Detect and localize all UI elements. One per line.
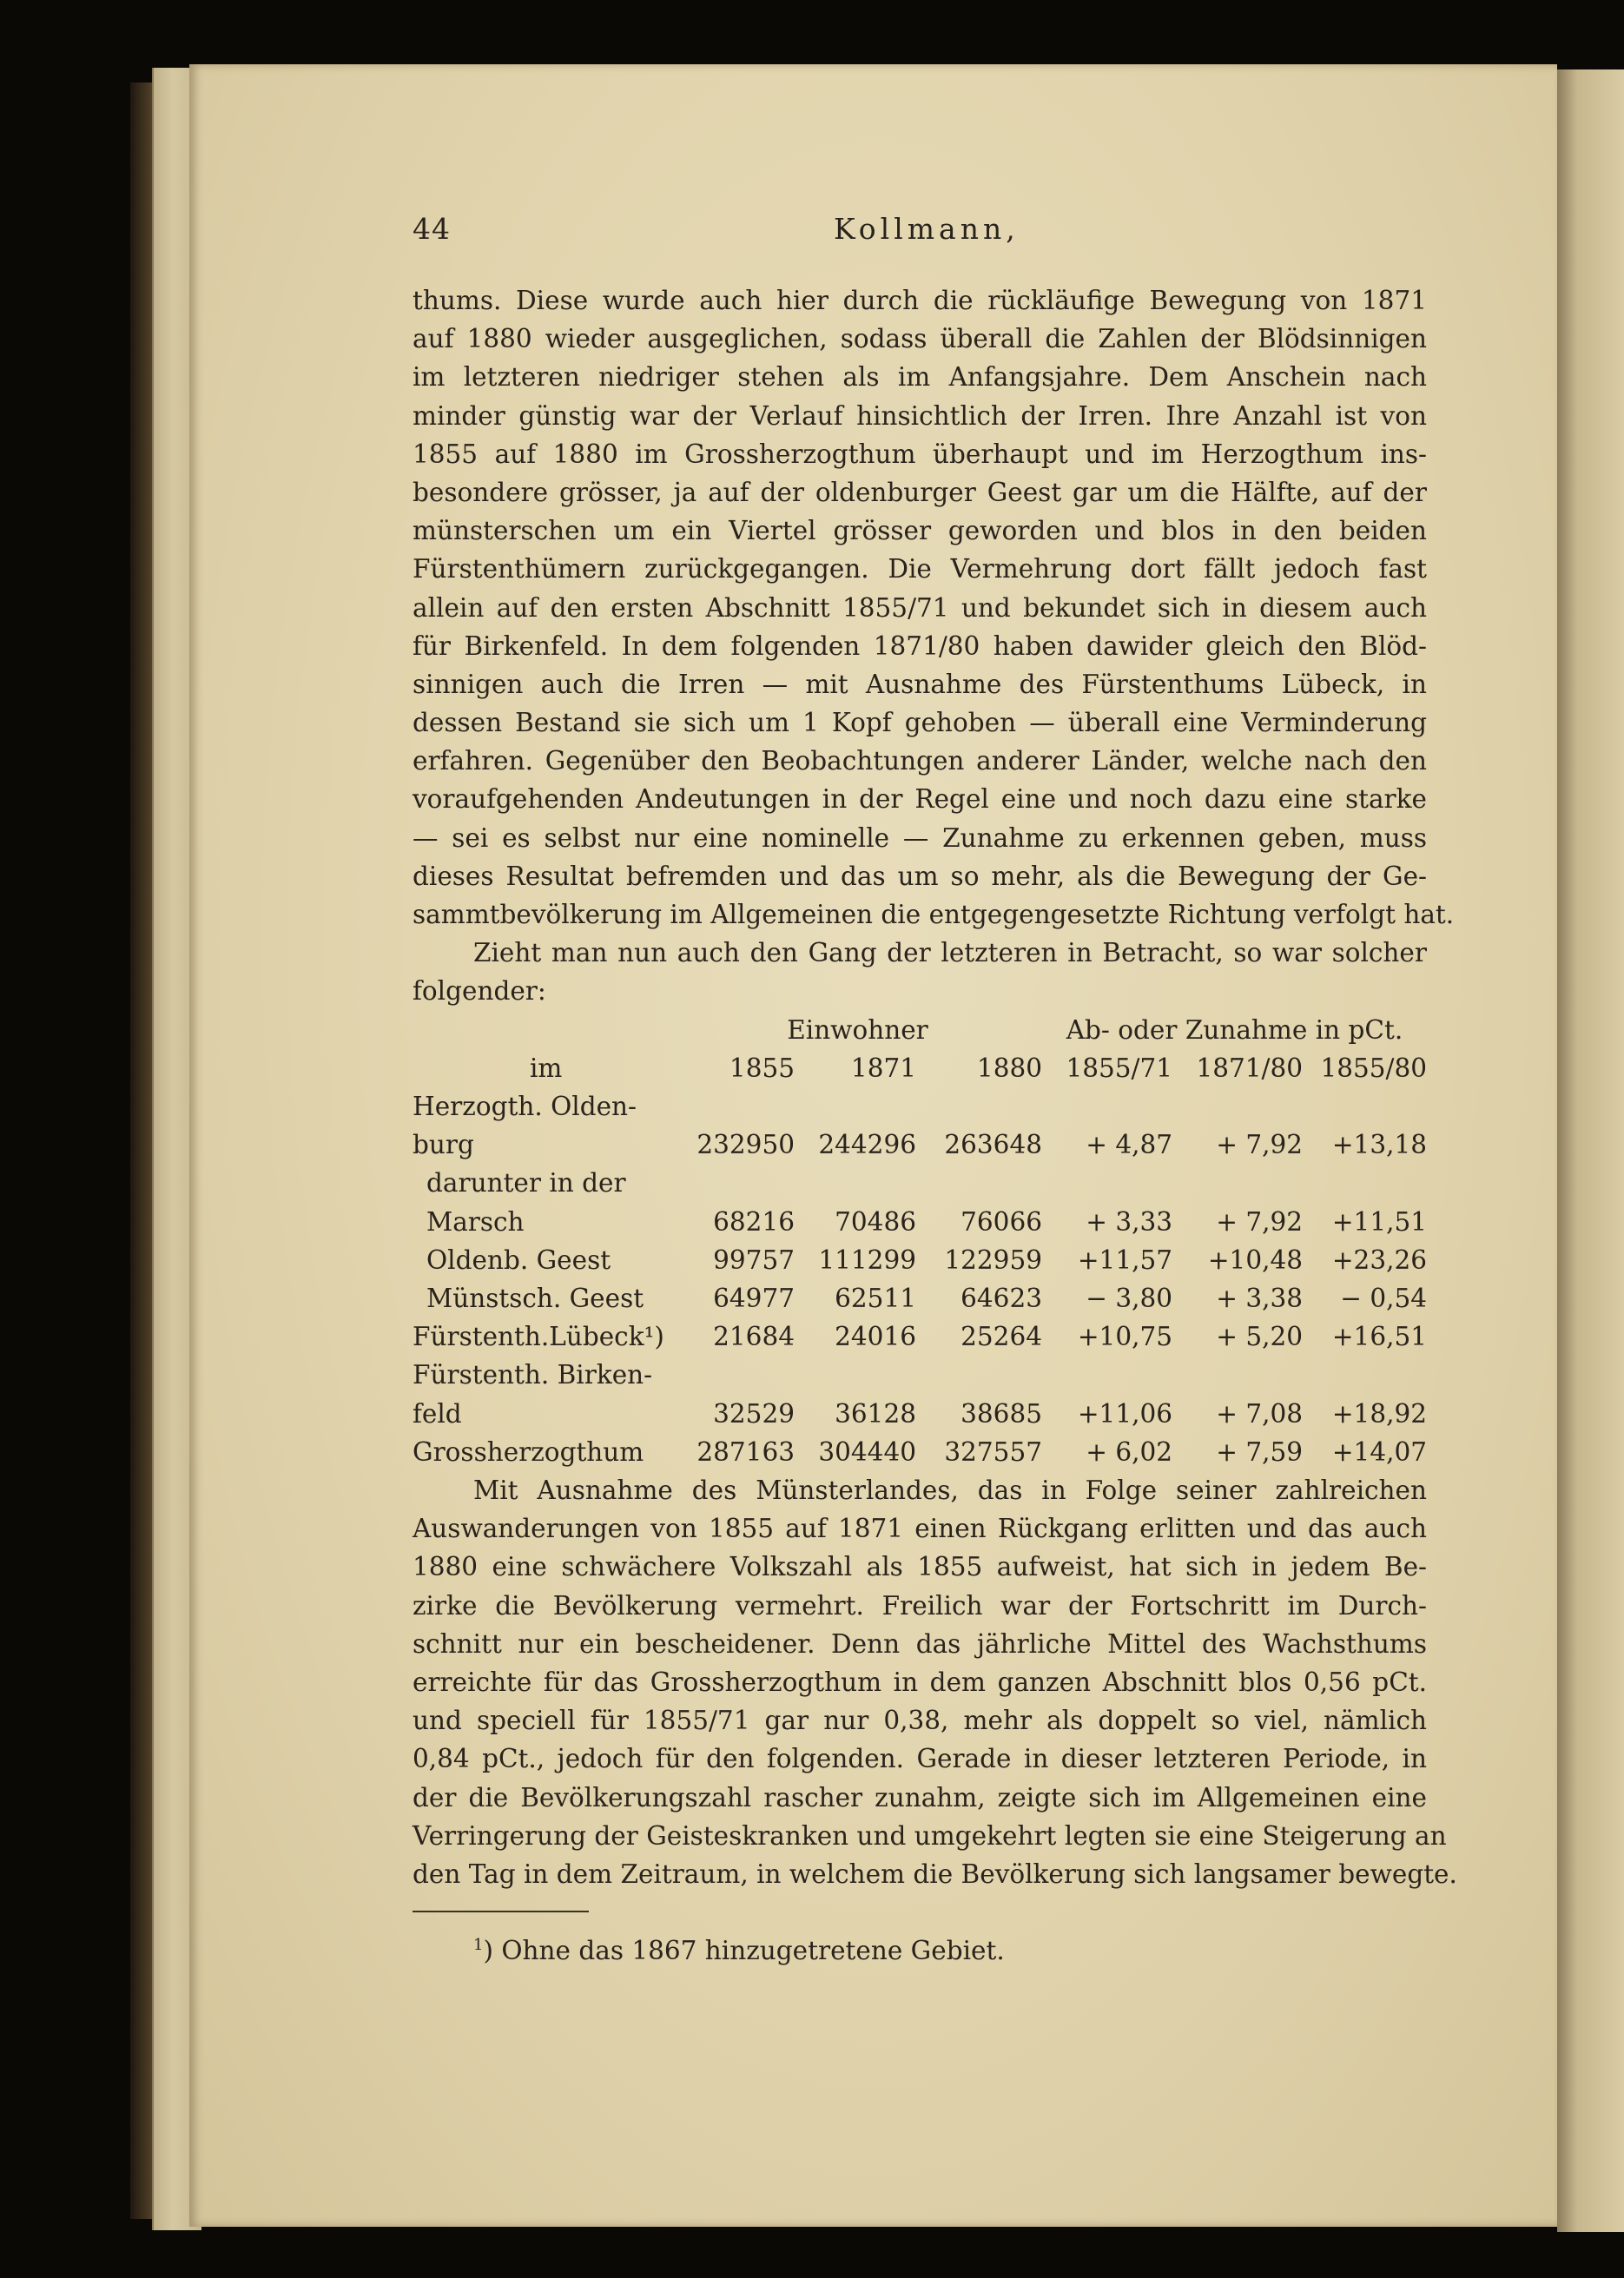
row-label: Münstsch. Geest xyxy=(426,1283,644,1313)
cell-1880: 122959 xyxy=(944,1245,1042,1275)
text-line: im letzteren niedriger stehen als im Anfangsjahre. Dem Anschein nach xyxy=(413,362,1427,393)
cell-1871: 304440 xyxy=(818,1436,916,1467)
cell-1855: 21684 xyxy=(713,1322,795,1352)
cell-1855: 32529 xyxy=(713,1398,795,1429)
text-line: schnitt nur ein bescheidener. Denn das jährliche Mittel des Wachsthums xyxy=(413,1628,1427,1659)
cell-change-1855-80: +16,51 xyxy=(1331,1322,1427,1352)
table-row xyxy=(413,1203,1427,1241)
footnote-rule xyxy=(413,1911,589,1912)
paragraph-3 xyxy=(413,1471,1457,1893)
table-row-total xyxy=(413,1433,1427,1471)
table-row-label-continued xyxy=(413,1164,1427,1202)
table-row-label-continued xyxy=(413,1356,1427,1394)
table-row xyxy=(413,1241,1427,1279)
cell-1871: 70486 xyxy=(835,1206,916,1237)
cell-change-1855-71: − 3,80 xyxy=(1086,1283,1172,1313)
group-header-change: Ab- oder Zunahme in pCt. xyxy=(1066,1014,1403,1045)
text-line: zirke die Bevölkerung vermehrt. Freilich war der Fortschritt im Durch- xyxy=(413,1590,1427,1621)
text-line: und speciell für 1855/71 gar nur 0,38, mehr als doppelt so viel, nämlich xyxy=(413,1706,1427,1736)
running-title: Kollmann, xyxy=(834,212,1020,246)
cell-change-1871-80: +10,48 xyxy=(1207,1245,1303,1275)
cell-1871: 62511 xyxy=(835,1283,916,1313)
cell-1880: 25264 xyxy=(961,1322,1042,1352)
text-line: Auswanderungen von 1855 auf 1871 einen Rückgang erlitten und das auch xyxy=(413,1514,1427,1544)
row-label: Grossherzogthum xyxy=(413,1436,644,1467)
cell-1871: 111299 xyxy=(818,1245,916,1275)
column-header-1855: 1855 xyxy=(729,1053,795,1083)
column-header-1855-80: 1855/80 xyxy=(1320,1053,1427,1083)
cell-change-1871-80: + 7,08 xyxy=(1216,1398,1303,1429)
facing-page-edge xyxy=(1557,69,1624,2232)
cell-1880: 64623 xyxy=(961,1283,1042,1313)
row-label: Oldenb. Geest xyxy=(426,1245,611,1275)
cell-change-1855-71: +11,57 xyxy=(1077,1245,1172,1275)
text-line: dieses Resultat befremden und das um so mehr, als die Bewegung der Ge- xyxy=(413,861,1427,891)
paragraph-2 xyxy=(413,934,1427,1010)
footnote-marker: 1 xyxy=(473,1936,484,1955)
table-row-label-continued xyxy=(413,1087,1427,1126)
text-line: Verringerung der Geisteskranken und umgekehrt legten sie eine Steigerung an xyxy=(413,1820,1447,1851)
text-line: 1880 eine schwächere Volkszahl als 1855 aufweist, hat sich in jedem Be- xyxy=(413,1552,1427,1582)
cell-change-1871-80: + 7,59 xyxy=(1216,1436,1303,1467)
table-group-header-row xyxy=(413,1011,1427,1049)
cell-1855: 64977 xyxy=(713,1283,795,1313)
cell-change-1871-80: + 7,92 xyxy=(1216,1206,1303,1237)
row-label-line: darunter in der xyxy=(426,1168,626,1198)
cell-change-1855-80: +14,07 xyxy=(1331,1436,1427,1467)
text-line: Fürstenthümern zurückgegangen. Die Vermehrung dort fällt jedoch fast xyxy=(413,554,1427,584)
cell-change-1855-71: + 6,02 xyxy=(1086,1436,1172,1467)
cell-1855: 232950 xyxy=(696,1130,795,1160)
text-line: erreichte für das Grossherzogthum in dem ganzen Abschnitt blos 0,56 pCt. xyxy=(413,1667,1427,1697)
text-line: 0,84 pCt., jedoch für den folgenden. Gerade in dieser letzteren Periode, in xyxy=(413,1744,1427,1774)
cell-change-1855-71: +11,06 xyxy=(1077,1398,1172,1429)
text-line: allein auf den ersten Abschnitt 1855/71 und bekundet sich in diesem auch xyxy=(413,592,1427,623)
paragraph-1 xyxy=(413,281,1455,934)
cell-1880: 263648 xyxy=(944,1130,1042,1160)
cell-1880: 327557 xyxy=(944,1436,1042,1467)
cell-1855: 287163 xyxy=(696,1436,795,1467)
cell-change-1855-80: +13,18 xyxy=(1331,1130,1427,1160)
cell-change-1855-80: +23,26 xyxy=(1331,1245,1427,1275)
cell-1855: 68216 xyxy=(713,1206,795,1237)
row-label: feld xyxy=(413,1398,462,1429)
text-line: münsterschen um ein Viertel grösser geworden und blos in den beiden xyxy=(413,516,1427,546)
cell-1871: 244296 xyxy=(818,1130,916,1160)
table-row xyxy=(413,1279,1427,1317)
column-header-1871-80: 1871/80 xyxy=(1196,1053,1303,1083)
row-label: burg xyxy=(413,1130,474,1160)
text-line: für Birkenfeld. In dem folgenden 1871/80 haben dawider gleich den Blöd- xyxy=(413,631,1427,661)
column-header-1871: 1871 xyxy=(850,1053,916,1083)
cell-change-1855-71: + 3,33 xyxy=(1086,1206,1172,1237)
cell-change-1855-80: − 0,54 xyxy=(1340,1283,1427,1313)
text-line: auf 1880 wieder ausgeglichen, sodass überall die Zahlen der Blödsinnigen xyxy=(413,324,1427,354)
cell-change-1871-80: + 3,38 xyxy=(1216,1283,1303,1313)
table-row xyxy=(413,1395,1427,1433)
column-header-1880: 1880 xyxy=(976,1053,1042,1083)
text-line: dessen Bestand sie sich um 1 Kopf gehoben — überall eine Verminderung xyxy=(413,708,1427,738)
text-line: sammtbevölkerung im Allgemeinen die entgegengesetzte Richtung verfolgt hat. xyxy=(413,900,1455,929)
row-label-line: Herzogth. Olden- xyxy=(413,1091,637,1121)
text-line: erfahren. Gegenüber den Beobachtungen anderer Länder, welche nach den xyxy=(413,746,1427,776)
table-row xyxy=(413,1317,1427,1356)
cell-1871: 24016 xyxy=(835,1322,916,1352)
row-label: Marsch xyxy=(426,1206,525,1237)
text-line: thums. Diese wurde auch hier durch die rückläufige Bewegung von 1871 xyxy=(413,286,1427,315)
group-header-population: Einwohner xyxy=(787,1014,928,1045)
page-body xyxy=(413,281,1457,1970)
table-column-header-row xyxy=(413,1049,1427,1087)
page-number: 44 xyxy=(413,212,451,246)
column-header-1855-71: 1855/71 xyxy=(1066,1053,1172,1083)
cell-change-1855-71: +10,75 xyxy=(1077,1322,1172,1352)
text-line: minder günstig war der Verlauf hinsichtlich der Irren. Ihre Anzahl ist von xyxy=(413,400,1427,431)
text-line: folgender: xyxy=(413,976,546,1007)
footnote xyxy=(413,1926,1427,1970)
cell-1871: 36128 xyxy=(835,1398,916,1429)
cell-1855: 99757 xyxy=(713,1245,795,1275)
text-line: den Tag in dem Zeitraum, in welchem die Bevölkerung sich langsamer bewegte. xyxy=(413,1859,1457,1889)
text-line: Mit Ausnahme des Münsterlandes, das in Folge seiner zahlreichen xyxy=(473,1476,1427,1505)
cell-change-1871-80: + 7,92 xyxy=(1216,1130,1303,1160)
cell-change-1871-80: + 5,20 xyxy=(1216,1322,1303,1352)
row-label: Fürstenth.Lübeck¹) xyxy=(413,1322,664,1352)
table-row xyxy=(413,1126,1427,1164)
text-line: 1855 auf 1880 im Grossherzogthum überhaupt und im Herzogthum ins- xyxy=(413,439,1427,469)
text-line: der die Bevölkerungszahl rascher zunahm, zeigte sich im Allgemeinen eine xyxy=(413,1782,1427,1812)
cell-1880: 38685 xyxy=(961,1398,1042,1429)
column-header-im: im xyxy=(530,1053,563,1083)
cell-change-1855-71: + 4,87 xyxy=(1086,1130,1172,1160)
text-line: sinnigen auch die Irren — mit Ausnahme des Fürstenthums Lübeck, in xyxy=(413,669,1427,699)
row-label-line: Fürstenth. Birken- xyxy=(413,1360,653,1390)
cell-change-1855-80: +18,92 xyxy=(1331,1398,1427,1429)
population-table xyxy=(413,1011,1427,1471)
text-line: Zieht man nun auch den Gang der letzteren in Betracht, so war solcher xyxy=(473,938,1427,968)
cell-change-1855-80: +11,51 xyxy=(1331,1206,1427,1237)
footnote-text: ) Ohne das 1867 hinzugetretene Gebiet. xyxy=(483,1935,1005,1965)
text-line: — sei es selbst nur eine nominelle — Zunahme zu erkennen geben, muss xyxy=(413,822,1427,853)
page-header xyxy=(413,212,1424,255)
cell-1880: 76066 xyxy=(961,1206,1042,1237)
text-line: voraufgehenden Andeutungen in der Regel eine und noch dazu eine starke xyxy=(413,784,1427,815)
text-line: besondere grösser, ja auf der oldenburger Geest gar um die Hälfte, auf der xyxy=(413,477,1427,507)
